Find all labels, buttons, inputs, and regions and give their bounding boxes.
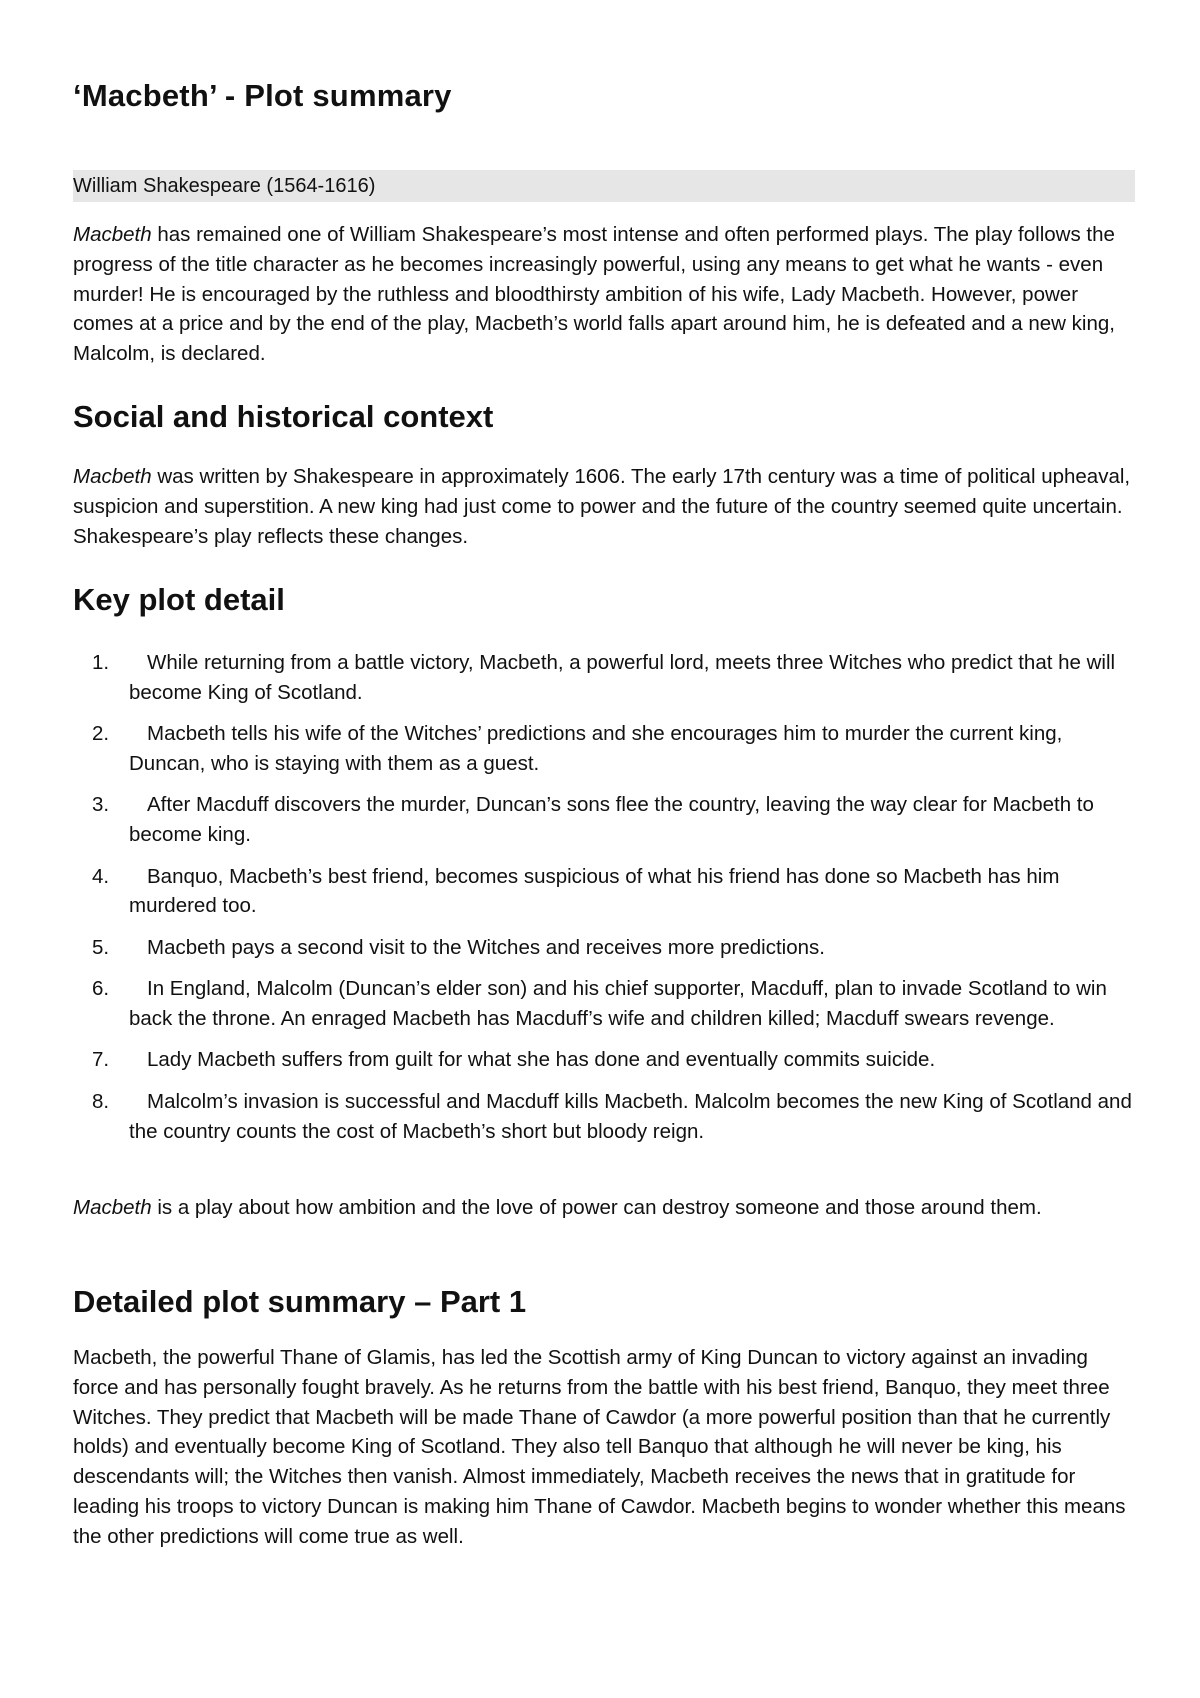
list-item <box>73 862 1135 922</box>
key-plot-heading: Key plot detail <box>73 582 285 617</box>
list-item-number: 2. <box>92 722 110 746</box>
closing-text: is a play about how ambition and the love of power can destroy someone and those around them. <box>151 1196 1042 1219</box>
key-plot-closing-paragraph <box>73 1193 1135 1223</box>
context-heading: Social and historical context <box>73 399 494 434</box>
part1-heading: Detailed plot summary – Part 1 <box>73 1284 527 1319</box>
list-item <box>73 719 1135 779</box>
list-item-text: After Macduff discovers the murder, Duncan’s sons flee the country, leaving the way clear for Macbeth to become king. <box>129 793 1094 847</box>
author-line: William Shakespeare (1564-1616) <box>73 170 1135 202</box>
closing-italic-title: Macbeth <box>73 1196 152 1219</box>
list-item-number: 1. <box>92 651 110 674</box>
context-italic-title: Macbeth <box>73 465 152 488</box>
list-item-text: Banquo, Macbeth’s best friend, becomes suspicious of what his friend has done so Macbeth has him murdered too. <box>129 864 1060 918</box>
list-item-text: Malcolm’s invasion is successful and Macduff kills Macbeth. Malcolm becomes the new King of Scotland and the country counts the cost of Macbeth’s short but bloody reign. <box>129 1089 1132 1143</box>
key-plot-list <box>73 648 1135 1158</box>
part1-paragraph: Macbeth, the powerful Thane of Glamis, has led the Scottish army of King Duncan to victory against an invading force and has personally fought bravely. As he returns from the battle with his best friend, Banquo, they meet three Witches. They predict that Macbeth will be made Thane of Cawdor (a more powerful position than that he currently holds) and eventually become King of Scotland. They also tell Banquo that although he will never be king, his descendants will; the Witches then vanish. Almost immediately, Macbeth receives the news that in gratitude for leading his troops to victory Duncan is making him Thane of Cawdor. Macbeth begins to wonder whether this means the other predictions will come true as well. <box>73 1346 1126 1548</box>
list-item-text: Lady Macbeth suffers from guilt for what she has done and eventually commits suicide. <box>147 1048 936 1072</box>
list-item <box>73 1045 1135 1075</box>
intro-paragraph <box>73 220 1135 369</box>
list-item-number: 6. <box>92 977 110 1001</box>
document-title: ‘Macbeth’ - Plot summary <box>73 78 452 113</box>
list-item-number: 4. <box>92 864 110 888</box>
list-item <box>73 974 1135 1034</box>
list-item-number: 7. <box>92 1048 110 1072</box>
list-item-text: Macbeth tells his wife of the Witches’ predictions and she encourages him to murder the current king, Duncan, who is staying with them as a guest. <box>129 722 1063 775</box>
list-item <box>73 1087 1135 1147</box>
intro-italic-title: Macbeth <box>73 223 152 246</box>
list-item-text: While returning from a battle victory, Macbeth, a powerful lord, meets three Witches who predict that he will become King of Scotland. <box>129 651 1116 704</box>
list-item-number: 3. <box>92 793 110 817</box>
list-item-number: 8. <box>92 1089 110 1113</box>
list-item <box>73 790 1135 850</box>
list-item <box>73 933 1135 963</box>
list-item <box>73 648 1135 708</box>
context-text: was written by Shakespeare in approximately 1606. The early 17th century was a time of political upheaval, suspicion and superstition. A new king had just come to power and the future of the country seemed quite uncertain. Shakespeare’s play reflects these changes. <box>73 465 1131 548</box>
intro-text: has remained one of William Shakespeare’s most intense and often performed plays. The play follows the progress of the title character as he becomes increasingly powerful, using any means to get what he wants - even murder! He is encouraged by the ruthless and bloodthirsty ambition of his wife, Lady Macbeth. However, power comes at a price and by the end of the play, Macbeth’s world falls apart around him, he is defeated and a new king, Malcolm, is declared. <box>73 223 1115 366</box>
context-paragraph <box>73 462 1135 551</box>
list-item-text: Macbeth pays a second visit to the Witches and receives more predictions. <box>147 935 825 959</box>
list-item-number: 5. <box>92 935 110 959</box>
list-item-text: In England, Malcolm (Duncan’s elder son) and his chief supporter, Macduff, plan to invade Scotland to win back the throne. An enraged Macbeth has Macduff’s wife and children killed; Macduff swears revenge. <box>129 977 1107 1030</box>
